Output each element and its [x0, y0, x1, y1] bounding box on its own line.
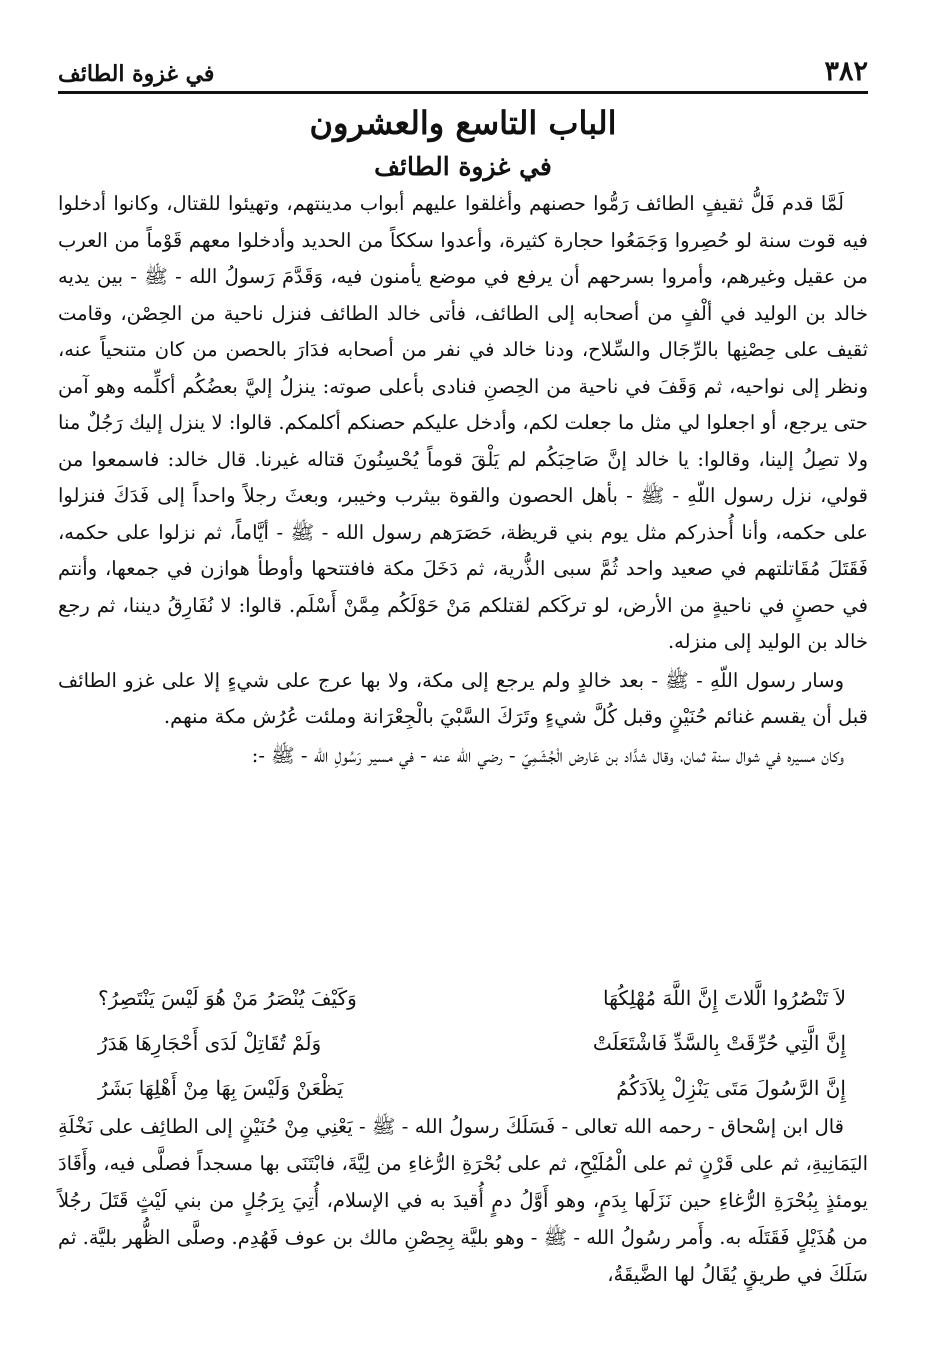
- poem-verse: [58, 975, 868, 1020]
- paragraph: قال ابن إسْحاق - رحمه الله تعالى - فَسَلَكَ رسولُ الله - ﷺ - يَعْنِي مِنْ حُنَيْنٍ إلى الطائِف على نَخْلَةِ اليَمَانِيةِ، ثم على قَرْنٍ ثم على الْمُلَيْحِ، ثم على بُحْرَةِ الرُّغاءِ من لِيَّةَ، فابْتَنَى بها مسجداً فصلَّى فيه، وأَقَادَ يومئذٍ بِبُحْرَةِ الرُّغاءِ حين نَزَلَها بِدَمٍ، وهو أَوَّلُ دمٍ أُقيدَ به في الإسلام، أُتِيَ بِرَجُلٍ من بني لَيْثٍ قَتَلَ رجُلاً من هُذَيْلٍ فَقَتَلَه به. وأَمر رسُولُ الله - ﷺ - وهو بليَّة بِحِصْنِ مالك بن عوف فَهُدِم. وصلَّى الظُّهر بليَّة. ثم سَلَكَ في طريقٍ يُقَالُ لها الضَّيقَةُ،: [58, 1115, 868, 1286]
- chapter-title: الباب التاسع والعشرون: [309, 104, 617, 142]
- poem-verse: [58, 1020, 868, 1065]
- verse-first-hemistich: إِنَّ الرَّسُولَ مَتَى يَنْزِلْ بِلاَدَكُمُ: [616, 1075, 846, 1100]
- poem: [58, 975, 868, 1110]
- verse-second-hemistich: وَكَيْفَ يُنْصَرُ مَنْ هُوَ لَيْسَ يَنْتَصِرُ؟: [98, 985, 357, 1010]
- paragraph: لَمَّا قدم فَلُّ ثقيفٍ الطائف رَمُّوا حصنهم وأغلقوا عليهم أبواب مدينتهم، وتهيئوا للقتال، وكانوا أدخلوا فيه قوت سنة لو حُصِروا وَجَمَعُوا حجارة كثيرة، وأعدوا سككاً من الحديد وأدخلوا معهم قَوْماً من العرب من عقيل وغيرهم، وأمروا بسرحهم أن يرفع في موضع يأمنون فيه، وَقَدَّمَ رَسولُ الله - ﷺ - بين يديه خالد بن الوليد في ألْفٍ من أصحابه إلى الطائف، فأتى خالد الطائف فنزل ناحية من الحِصْن، وقامت ثقيف على حِصْنِها بالرِّجَال والسِّلاح، ودنا خالد في نفر من أصحابه فدَارَ بالحصن من كان متنحياً عنه، ونظر إلى نواحيه، ثم وَقَفَ في ناحية من الحِصنِ فنادى بأعلى صوته: ينزلُ إليَّ بعضُكُم أكلِّمه وهو آمن حتى يرجع، أو اجعلوا لي مثل ما جعلت لكم، وأدخل عليكم حصنكم أكلمكم. قالوا: لا ينزل إليك رَجُلٌ منا ولا تصِلُ إلينا، وقالوا: يا خالد إنَّ صَاحِبَكُم لم يَلْقَ قوماً يُحْسِنُونَ قتاله غيرنا. قال خالد: فاسمعوا من قولي، نزل رسول اللّهِ - ﷺ - بأهل الحصون والقوة بيثرب وخيبر، وبعثَ رجلاً واحداً إلى فَدَكَ فنزلوا على حكمه، وأنا أُحذركم مثل يوم بني قريظة، حَصَرَهم رسول الله - ﷺ - أيَّاماً، ثم نزلوا على حكمه، فَقَتَلَ مُقَاتلتهم في صعيد واحد ثُمَّ سبى الذُّرية، ثم دَخَلَ مكة فافتتحها وأوطأ هوازن في جمعها، وأنتم في حصنٍ في ناحيةٍ من الأرض، لو تركَكم لقتلكم مَنْ حَوْلَكُم مِمَّنْ أَسْلَم. قالوا: لا نُفَارِقُ ديننا، ثم رجع خالد بن الوليد إلى منزله.: [58, 192, 868, 653]
- verse-second-hemistich: وَلَمْ تُقَاتِلْ لَدَى أَحْجَارِهَا هَدَرُ: [98, 1030, 322, 1055]
- paragraph: وكان مسيره في شوال سنة ثمان، وقال شدَّاد بن عَارض الْجُشَمِيّ - رضي الله عنه - في مسير رَسُولِ الله - ﷺ -:: [251, 743, 844, 767]
- paragraph: وسار رسول اللّهِ - ﷺ - بعد خالدٍ ولم يرجع إلى مكة، ولا بها عرج على شيءٍ إلا على غزو الطائف قبل أن يقسم غنائم حُنَيْنٍ وقبل كُلَّ شيءٍ وتَرَكَ السَّبْيَ بالْجِعْرَانة وملئت عُرُش مكة منهم.: [58, 668, 868, 728]
- body-text: [58, 186, 868, 774]
- verse-first-hemistich: إِنَّ الَّتِي حُرِّقَتْ بِالسَّدِّ فَاشْتَعَلَتْ: [592, 1030, 846, 1055]
- poem-verse: [58, 1065, 868, 1110]
- running-title: في غزوة الطائف: [58, 61, 215, 87]
- page-number: ٣٨٢: [824, 56, 868, 87]
- verse-first-hemistich: لاَ تَنْصُرُوا الَّلاتَ إِنَّ اللَّهَ مُهْلِكُهَا: [603, 985, 846, 1010]
- chapter-subtitle: في غزوة الطائف: [374, 152, 552, 181]
- page-header: [58, 48, 868, 94]
- verse-second-hemistich: يَظْعَنْ وَلَيْسَ بِهَا مِنْ أَهْلِهَا بَشَرُ: [98, 1075, 344, 1100]
- body-text-continued: [58, 1108, 868, 1293]
